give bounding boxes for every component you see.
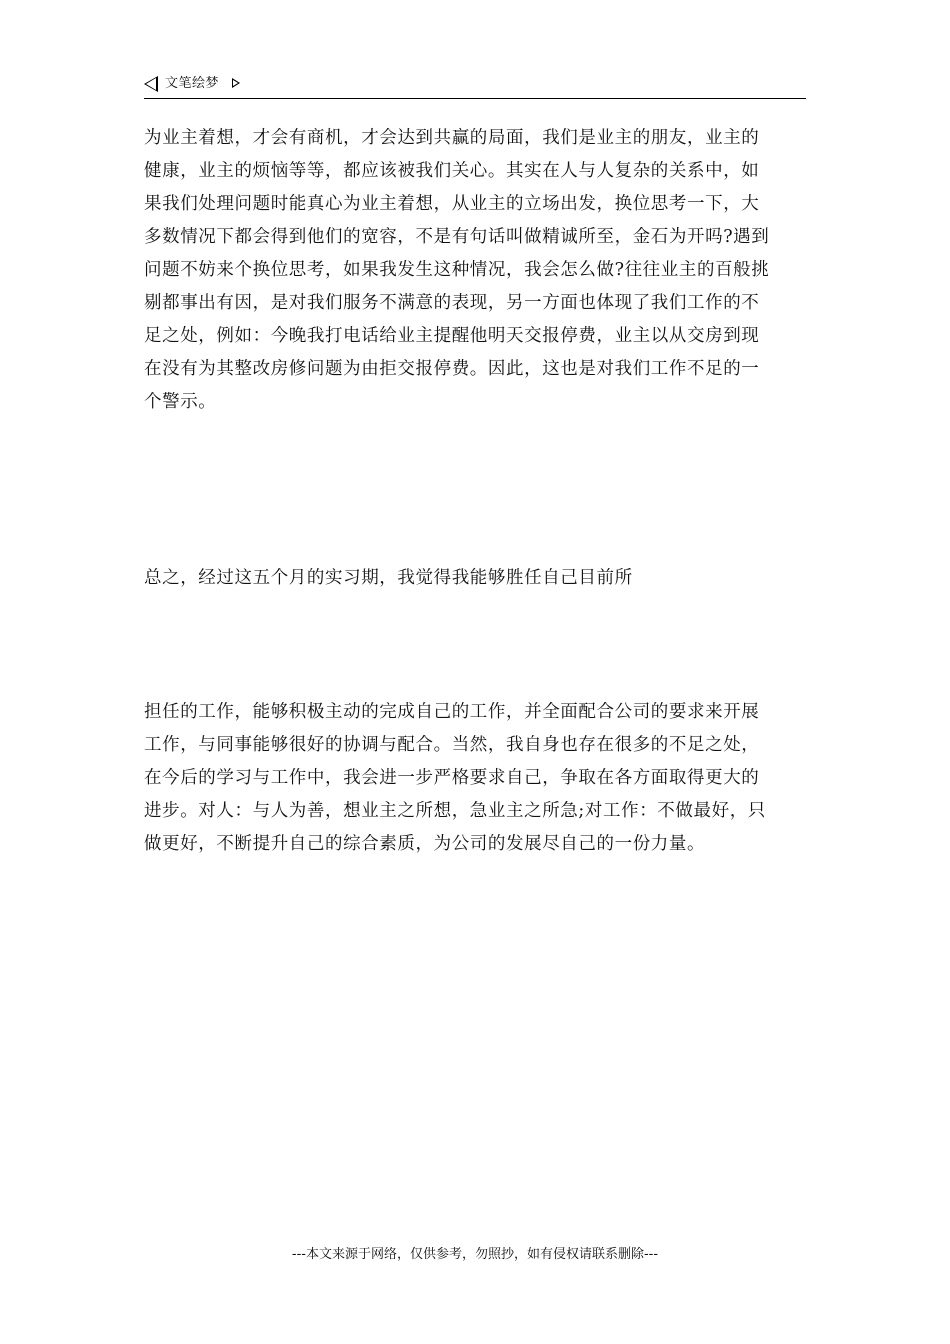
paragraph-line: 健康，业主的烦恼等等，都应该被我们关心。其实在人与人复杂的关系中，如 (144, 161, 760, 181)
body-paragraph-1 (144, 122, 814, 419)
paragraph-line: 足之处，例如：今晚我打电话给业主提醒他明天交报停费，业主以从交房到现 (144, 326, 760, 346)
header-title: 文笔绘梦 (165, 76, 220, 91)
paragraph-line: 剔都事出有因，是对我们服务不满意的表现，另一方面也体现了我们工作的不 (144, 293, 760, 313)
paragraph-line: 总之，经过这五个月的实习期，我觉得我能够胜任自己目前所 (144, 568, 633, 588)
paragraph-line: 在没有为其整改房修问题为由拒交报停费。因此，这也是对我们工作不足的一 (144, 359, 760, 379)
paragraph-line: 果我们处理问题时能真心为业主着想，从业主的立场出发，换位思考一下，大 (144, 194, 760, 214)
body-paragraph-2 (144, 562, 814, 595)
paragraph-line: 个警示。 (144, 392, 217, 412)
paragraph-line: 担任的工作，能够积极主动的完成自己的工作，并全面配合公司的要求来开展 (144, 702, 760, 722)
paragraph-line: 问题不妨来个换位思考，如果我发生这种情况，我会怎么做?往往业主的百般挑 (144, 260, 770, 280)
paragraph-line: 多数情况下都会得到他们的宽容，不是有句话叫做精诚所至，金石为开吗?遇到 (144, 227, 770, 247)
paragraph-line: 做更好，不断提升自己的综合素质，为公司的发展尽自己的一份力量。 (144, 834, 706, 854)
paragraph-line: 进步。对人：与人为善，想业主之所想，急业主之所急;对工作：不做最好，只 (144, 801, 766, 821)
page-footer: ---本文来源于网络，仅供参考，勿照抄，如有侵权请联系删除--- (291, 1247, 659, 1262)
right-triangle-icon (232, 78, 240, 88)
paragraph-line: 工作，与同事能够很好的协调与配合。当然，我自身也存在很多的不足之处， (144, 735, 760, 755)
body-paragraph-3 (144, 696, 814, 861)
paragraph-line: 为业主着想，才会有商机，才会达到共赢的局面，我们是业主的朋友，业主的 (144, 128, 760, 148)
paragraph-line: 在今后的学习与工作中，我会进一步严格要求自己，争取在各方面取得更大的 (144, 768, 760, 788)
left-triangle-icon (144, 76, 158, 92)
page-header (144, 74, 806, 99)
